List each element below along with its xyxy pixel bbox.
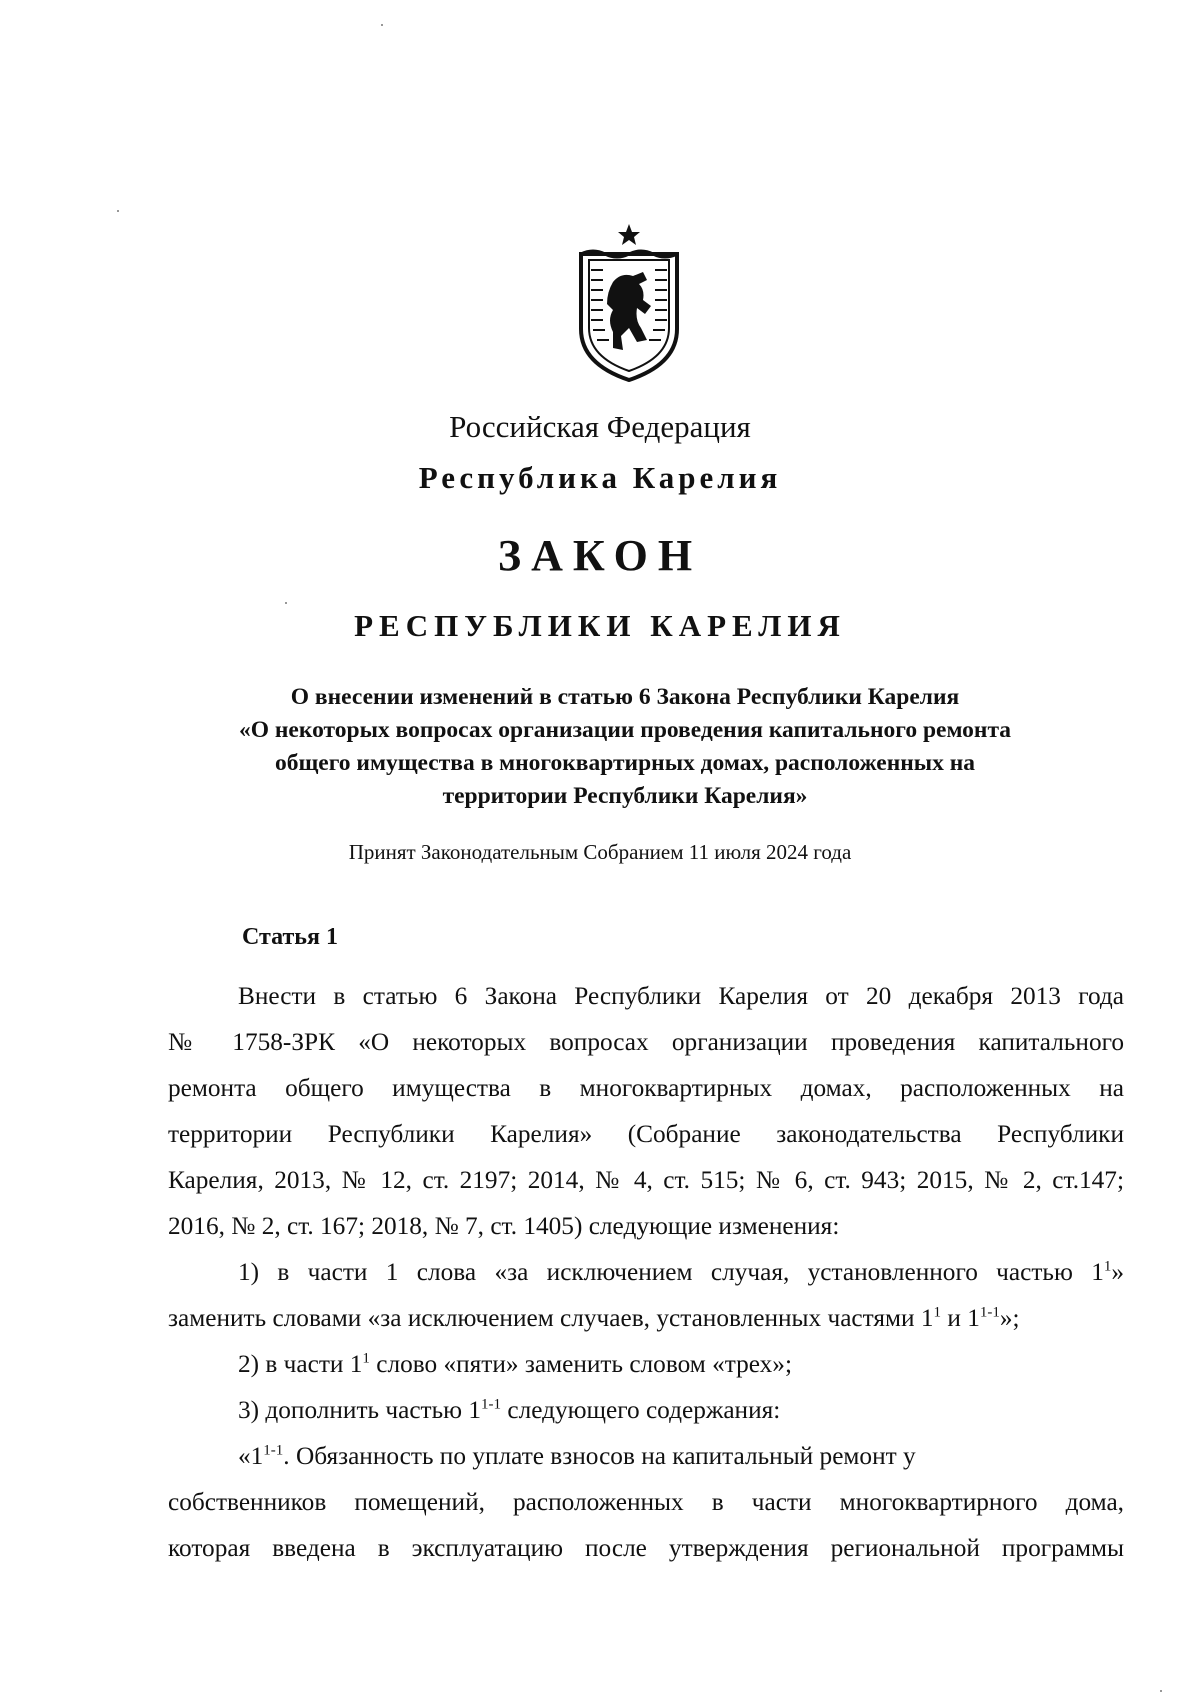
article-title: Статья 1: [242, 924, 338, 950]
subject-line: общего имущества в многоквартирных домах, расположенных на: [274, 750, 976, 776]
paragraph-line: территории Республики Карелия» (Собрание законодательства Республики: [168, 1120, 1124, 1148]
scan-speck: [1160, 1690, 1162, 1692]
paragraph-line: ремонта общего имущества в многоквартирных домах, расположенных на: [168, 1074, 1124, 1102]
republic-name: Республика Карелия: [418, 460, 782, 495]
law-subject: [160, 681, 1090, 813]
article-body: [168, 973, 1124, 1571]
paragraph-line: Внести в статью 6 Закона Республики Карелия от 20 декабря 2013 года: [238, 982, 1124, 1010]
subject-line: территории Республики Карелия»: [442, 783, 808, 809]
subject-line: О внесении изменений в статью 6 Закона Республики Карелия: [290, 684, 960, 710]
country-name: Российская Федерация: [449, 409, 751, 444]
item-3-line: 3) дополнить частью 1$^{1-1}$ следующего содержания:: [238, 1396, 781, 1424]
item-1-continuation: заменить словами «за исключением случаев, установленных частями $1^1$ и 1$^{1-1}$»;: [168, 1304, 1020, 1332]
document-type-title: ЗАКОН: [497, 531, 703, 580]
quoted-text-line: собственников помещений, расположенных в части многоквартирного дома,: [168, 1488, 1124, 1516]
scan-speck: [285, 602, 287, 604]
paragraph-line: № 1758-ЗРК «О некоторых вопросах организации проведения капитального: [168, 1028, 1124, 1056]
subject-line: «О некоторых вопросах организации проведения капитального ремонта: [238, 717, 1012, 743]
karelia-coat-of-arms-emblem: [573, 224, 685, 382]
item-1-line: [168, 1249, 1124, 1295]
quoted-text-line: «1$^{1-1}$. Обязанность по уплате взносов на капитальный ремонт у: [238, 1442, 916, 1470]
scan-speck: [381, 24, 383, 26]
quoted-text-line: которая введена в эксплуатацию после утверждения региональной программы: [168, 1534, 1124, 1562]
paragraph-line: 2016, № 2, ст. 167; 2018, № 7, ст. 1405) следующие изменения:: [168, 1212, 840, 1240]
paragraph-line: Карелия, 2013, № 12, ст. 2197; 2014, № 4, ст. 515; № 6, ст. 943; 2015, № 2, ст.147;: [168, 1166, 1124, 1194]
item-1-text: 1) в части 1 слова «за исключением случая, установленного частью $1^1$»: [238, 1258, 1124, 1286]
item-2-line: 2) в части $1^1$ слово «пяти» заменить словом «трех»;: [238, 1350, 792, 1378]
adoption-note: Принят Законодательным Собранием 11 июля 2024 года: [348, 840, 852, 864]
issuing-authority: РЕСПУБЛИКИ КАРЕЛИЯ: [354, 608, 846, 643]
scan-speck: [117, 210, 119, 212]
